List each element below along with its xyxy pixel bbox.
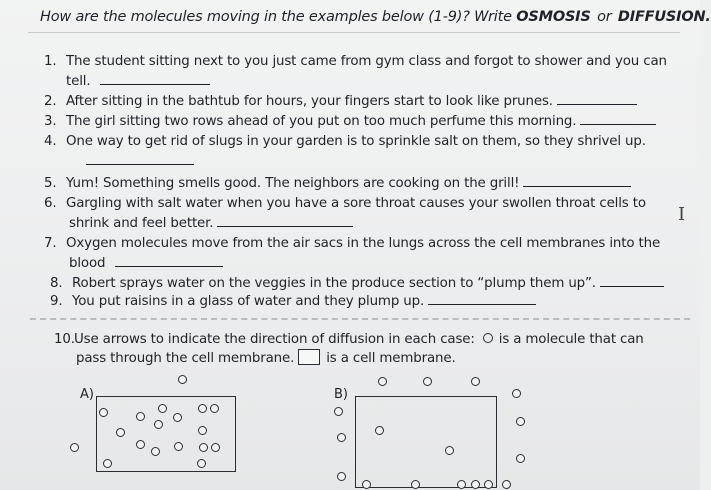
molecule xyxy=(378,377,387,386)
question-text: blood xyxy=(69,256,106,271)
question-4 xyxy=(44,132,646,152)
question-6-cont xyxy=(69,214,353,234)
answer-blank-4[interactable] xyxy=(86,152,194,165)
molecule xyxy=(198,426,207,435)
molecule xyxy=(210,404,219,413)
question-2 xyxy=(44,92,637,112)
question-4-cont xyxy=(86,152,194,172)
question-number: 3. xyxy=(44,114,57,129)
question-7-cont xyxy=(69,254,223,274)
molecule xyxy=(423,377,432,386)
question-number: 1. xyxy=(44,54,57,69)
title-prompt: How are the molecules moving in the examples below (1-9)? Write xyxy=(40,9,512,25)
question-number: 7. xyxy=(44,236,57,251)
molecule xyxy=(484,480,493,489)
question-8 xyxy=(50,274,664,294)
molecule xyxy=(199,443,208,452)
question-6 xyxy=(44,194,646,214)
molecule xyxy=(70,443,79,452)
question-text: The student sitting next to you just came from gym class and forgot to shower and you can xyxy=(66,54,667,69)
molecule xyxy=(103,459,112,468)
question-text: Use arrows to indicate the direction of diffusion in each case: xyxy=(74,332,475,347)
molecule xyxy=(516,454,525,463)
question-text: Robert sprays water on the veggies in the produce section to “plump them up”. xyxy=(72,276,596,291)
question-number: 5. xyxy=(44,176,57,191)
molecule xyxy=(178,375,187,384)
answer-blank-2[interactable] xyxy=(557,92,637,105)
title-osmosis: OSMOSIS xyxy=(516,9,591,25)
question-number: 4. xyxy=(44,134,57,149)
molecule xyxy=(445,446,454,455)
molecule xyxy=(174,442,183,451)
question-text: The girl sitting two rows ahead of you put on too much perfume this morning. xyxy=(66,114,577,129)
question-text: You put raisins in a glass of water and they plump up. xyxy=(72,294,425,309)
cell-membrane-b xyxy=(355,396,497,488)
molecule xyxy=(173,413,182,422)
molecule xyxy=(151,447,160,456)
molecule xyxy=(512,389,521,398)
molecule xyxy=(516,417,525,426)
question-text: Gargling with salt water when you have a sore throat causes your swollen throat cells to xyxy=(66,196,646,211)
answer-blank-9[interactable] xyxy=(428,292,536,305)
question-text: pass through the cell membrane. xyxy=(76,351,295,366)
question-number: 10. xyxy=(54,332,75,347)
molecule xyxy=(116,428,125,437)
molecule xyxy=(375,426,384,435)
question-text: After sitting in the bathtub for hours, your fingers start to look like prunes. xyxy=(66,94,553,109)
molecule xyxy=(197,459,206,468)
molecule xyxy=(337,472,346,481)
answer-blank-3[interactable] xyxy=(580,112,656,125)
molecule xyxy=(211,443,220,452)
answer-blank-1[interactable] xyxy=(100,72,210,85)
question-1-cont xyxy=(66,72,210,92)
question-text: One way to get rid of slugs in your garden is to sprinkle salt on them, so they shrivel up. xyxy=(66,134,646,149)
molecule xyxy=(198,404,207,413)
square-icon xyxy=(298,349,320,365)
question-number: 9. xyxy=(50,294,63,309)
question-10-cont xyxy=(76,349,456,369)
question-text: Oxygen molecules move from the air sacs in the lungs across the cell membranes into the xyxy=(66,236,661,251)
question-1 xyxy=(44,52,667,72)
diagram-b-label: B) xyxy=(334,387,348,402)
question-9 xyxy=(50,292,536,312)
molecule xyxy=(362,480,371,489)
page-title xyxy=(40,9,711,25)
answer-blank-6[interactable] xyxy=(217,214,353,227)
molecule xyxy=(471,480,480,489)
molecule xyxy=(337,433,346,442)
question-10 xyxy=(54,330,644,350)
molecule xyxy=(154,420,163,429)
answer-blank-8[interactable] xyxy=(600,274,664,287)
question-number: 6. xyxy=(44,196,57,211)
circle-icon xyxy=(483,333,493,343)
question-number: 8. xyxy=(50,276,63,291)
molecule xyxy=(334,407,343,416)
molecule xyxy=(136,440,145,449)
question-7 xyxy=(44,234,660,254)
question-3 xyxy=(44,112,656,132)
title-or: or xyxy=(597,9,612,25)
divider xyxy=(28,32,680,33)
molecule xyxy=(158,404,167,413)
diagram-a-label: A) xyxy=(80,387,94,402)
text-cursor-icon: I xyxy=(678,204,686,225)
question-text: tell. xyxy=(66,74,91,89)
question-5 xyxy=(44,174,631,194)
answer-blank-5[interactable] xyxy=(523,174,631,187)
question-text: is a cell membrane. xyxy=(326,351,456,366)
molecule xyxy=(411,480,420,489)
question-text: is a molecule that can xyxy=(498,332,644,347)
molecule xyxy=(502,480,511,489)
question-number: 2. xyxy=(44,94,57,109)
molecule xyxy=(471,377,480,386)
question-text: shrink and feel better. xyxy=(69,216,214,231)
molecule xyxy=(457,480,466,489)
section-divider xyxy=(30,318,690,320)
question-text: Yum! Something smells good. The neighbors are cooking on the grill! xyxy=(66,176,520,191)
molecule xyxy=(136,412,145,421)
title-diffusion: DIFFUSION. xyxy=(617,9,711,25)
molecule xyxy=(99,408,108,417)
answer-blank-7[interactable] xyxy=(115,254,223,267)
